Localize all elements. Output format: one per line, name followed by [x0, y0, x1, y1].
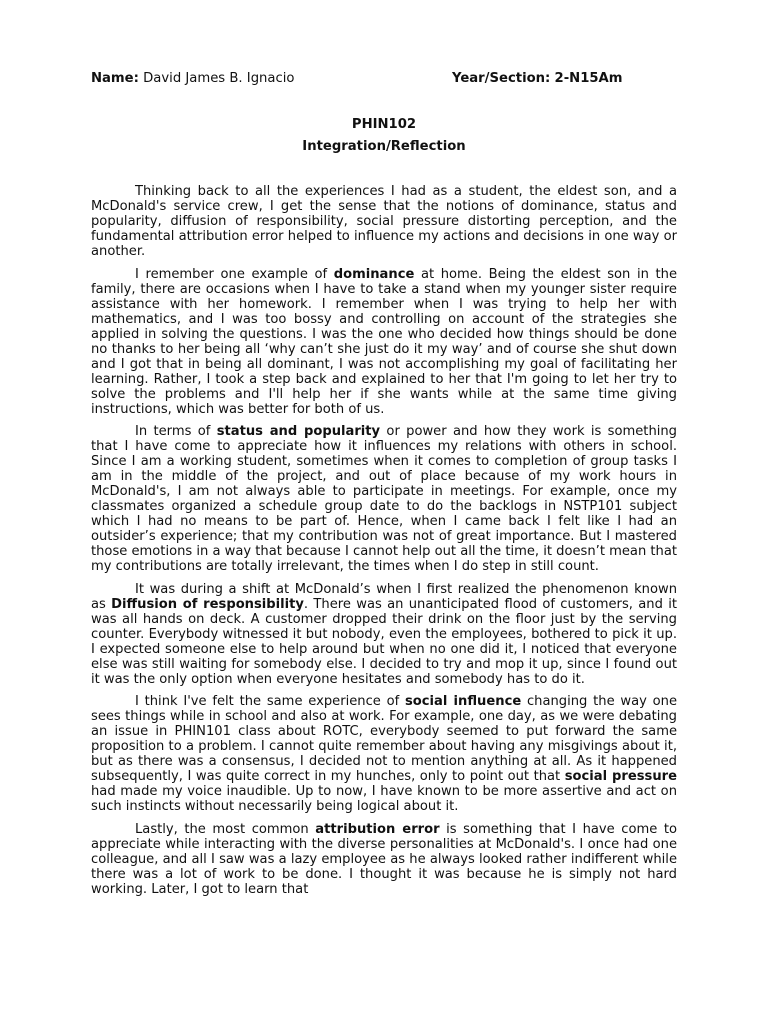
- paragraph-intro: [91, 184, 677, 259]
- paragraph-text: Lastly, the most common: [135, 821, 316, 837]
- keyword-diffusion: Diffusion of responsibility: [111, 596, 304, 612]
- header-line: [91, 71, 676, 89]
- course-code: PHIN102: [351, 117, 417, 132]
- keyword-attribution-error: attribution error: [315, 821, 440, 837]
- year-section: [452, 71, 623, 86]
- paragraph-text: or power and how they work is something that I have come to appreciate how it influences my relations with others in school. Since I am a working student, sometimes when it comes to completion of group tasks I am in the middle of the project, and out of place because of my work hours in McDonald's, I am not always able to participate in meetings. For example, once my classmates organized a schedule group date to do the backlogs in NSTP101 subject which I had no means to be part of. Hence, when I came back I felt like I had an outsider’s experience; that my contribution was not of great importance. But I mastered those emotions in a way that because I cannot help out all the time, it doesn’t mean that my contributions are totally irrelevant, the times when I do step in still count.: [91, 424, 677, 574]
- paragraph-text: is something that I have come to appreciate while interacting with the diverse personalities at McDonald's. I once had one colleague, and all I saw was a lazy employee as he always looked rather indifferent while there was a lot of work to be done. I thought it was because he is simply not hard working. Later, I got to learn that: [91, 821, 677, 897]
- paragraph-text: In terms of: [135, 424, 217, 439]
- paragraph-text: I remember one example of: [135, 266, 334, 282]
- keyword-status-popularity: status and popularity: [216, 424, 381, 439]
- keyword-social-pressure: social pressure: [564, 769, 677, 784]
- paragraph-text: I think I've felt the same experience of: [135, 694, 405, 709]
- name-value: David James B. Ignacio: [143, 71, 295, 86]
- paragraph-social-influence: [91, 694, 677, 814]
- paragraph-text: had made my voice inaudible. Up to now, I have known to be more assertive and act on such instincts without necessarily being logical about it.: [91, 784, 677, 814]
- paragraph-text: at home. Being the eldest son in the family, there are occasions when I have to take a stand when my younger sister require assistance with her homework. I remember when I was trying to help her with mathematics, and I was too bossy and controlling on account of the strategies she applied in solving the questions. I was the one who decided how things should be done no thanks to her being all ‘why can’t she just do it my way’ and of course she shut down and I got that in being all dominant, I was not accomplishing my goal of facilitating her learning. Rather, I took a step back and explained to her that I'm going to let her try to solve the problems and I'll help her if she wants while at the same time giving instructions, which was better for both of us.: [91, 266, 677, 417]
- section-value: 2-N15Am: [554, 71, 623, 86]
- paragraph-text: . There was an unanticipated flood of customers, and it was all hands on deck. A customer dropped their drink on the floor just by the serving counter. Everybody witnessed it but nobody, even the employees, bothered to pick it up. I expected someone else to help around but when no one did it, I noticed that everyone else was still waiting for somebody else. I decided to try and mop it up, since I found out it was the only option when everyone hesitates and somebody has to do it.: [91, 596, 677, 687]
- paragraph-text: It was during a shift at McDonald’s when I first realized the phenomenon known as: [91, 581, 677, 612]
- paragraph-attribution: [91, 822, 677, 897]
- paragraph-status: [91, 424, 677, 574]
- section-label: Year/Section:: [452, 71, 551, 86]
- document-body: [91, 184, 677, 904]
- document-title: Integration/Reflection: [302, 139, 466, 154]
- name-label: Name:: [91, 71, 139, 86]
- student-name: [91, 71, 294, 86]
- keyword-dominance: dominance: [333, 266, 415, 282]
- paragraph-text: changing the way one sees things while in school and also at work. For example, one day, as we were debating an issue in PHIN101 class about ROTC, everybody seemed to put forward the same proposition to a problem. I cannot quite remember about having any misgivings about it, but as there was a consensus, I decided not to mention anything at all. As it happened subsequently, I was quite correct in my hunches, only to point out that: [91, 694, 678, 784]
- paragraph-dominance: [91, 267, 677, 417]
- paragraph-text: Thinking back to all the experiences I had as a student, the eldest son, and a McDonald's service crew, I get the sense that the notions of dominance, status and popularity, diffusion of responsibility, social pressure distorting perception, and the fundamental attribution error helped to influence my actions and decisions in one way or another.: [91, 184, 677, 259]
- keyword-social-influence: social influence: [405, 694, 522, 709]
- paragraph-diffusion: [91, 582, 677, 687]
